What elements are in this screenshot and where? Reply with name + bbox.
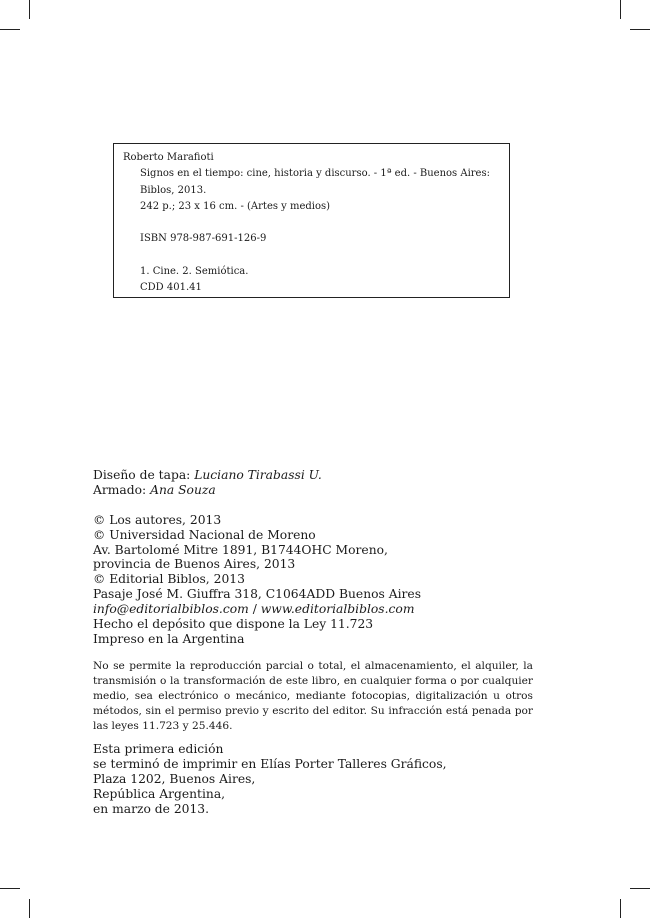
credits-block [93,468,538,647]
catalog-author: Roberto Marafioti [123,152,214,163]
publisher-email: info@editorialbiblos.com [93,602,249,617]
publisher-contact [93,602,538,617]
colophon-line-3: Plaza 1202, Buenos Aires, [93,771,256,786]
layout-label: Armado: [93,482,151,497]
university-address-line-2: provincia de Buenos Aires, 2013 [93,557,296,572]
layout-artist-name: Ana Souza [150,482,216,497]
copyright-publisher: © Editorial Biblos, 2013 [93,572,245,587]
catalog-title: Signos en el tiempo: cine, historia y discurso. - 1ª ed. - Buenos Aires: [140,168,490,180]
colophon-line-5: en marzo de 2013. [93,801,210,816]
catalog-record-box [113,143,510,298]
copyright-university: © Universidad Nacional de Moreno [93,527,316,542]
crop-mark-top-left-horizontal [0,29,20,30]
contact-separator: / [248,602,261,617]
catalog-isbn: ISBN 978-987-691-126-9 [140,233,267,245]
colophon-line-1: Esta primera edición [93,742,224,756]
university-address-line-1: Av. Bartolomé Mitre 1891, B1744OHC Moreno, [93,542,388,557]
cover-design-credit [93,468,538,483]
cover-designer-name: Luciano Tirabassi U. [194,468,322,482]
crop-mark-bottom-left-vertical [29,899,30,918]
catalog-subjects: 1. Cine. 2. Semiótica. [140,266,249,278]
legal-notice: No se permite la reproducción parcial o total, el almacenamiento, el alquiler, la transmisión o la transformación de este libro, en cualquier forma o por cualquier medio, sea electrónico o mecánico, mediante fotocopias, digitalización u otros métodos, sin el permiso previo y escrito del editor. Su infracción está penada por las leyes 11.723 y 25.446. [93,660,533,732]
crop-mark-bottom-right-horizontal [630,888,650,889]
crop-mark-bottom-left-horizontal [0,888,20,889]
legal-deposit: Hecho el depósito que dispone la Ley 11.723 [93,617,374,632]
colophon-line-2: se terminó de imprimir en Elías Porter Talleres Gráficos, [93,756,447,771]
catalog-cdd: CDD 401.41 [140,282,202,294]
crop-mark-bottom-right-vertical [620,899,621,918]
layout-credit [93,483,538,498]
crop-mark-top-right-horizontal [630,29,650,30]
copyright-authors: © Los autores, 2013 [93,512,222,527]
colophon-line-4: República Argentina, [93,786,226,801]
publisher-website: www.editorialbiblos.com [260,602,415,617]
printed-in: Impreso en la Argentina [93,631,245,646]
colophon [93,742,538,817]
crop-mark-top-left-vertical [29,0,30,19]
catalog-physical-description: 242 p.; 23 x 16 cm. - (Artes y medios) [140,200,331,212]
crop-mark-top-right-vertical [620,0,621,19]
catalog-publisher: Biblos, 2013. [140,184,207,196]
cover-design-label: Diseño de tapa: [93,468,195,482]
publisher-address: Pasaje José M. Giuffra 318, C1064ADD Buenos Aires [93,587,422,602]
